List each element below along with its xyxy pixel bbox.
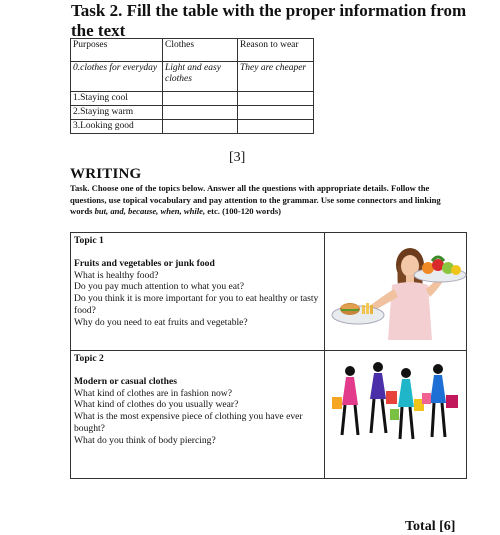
table-row-example <box>71 62 314 92</box>
topic-2-heading: Modern or casual clothes <box>74 375 177 387</box>
topic-2-cell <box>71 351 325 479</box>
topic-1-question: Do you think it is more important for you to eat healthy or tasty food? <box>74 293 319 316</box>
writing-title: WRITING <box>70 166 142 182</box>
topic-1-question: Do you pay much attention to what you eat? <box>74 281 244 293</box>
topic-1-question: Why do you need to eat fruits and vegetable? <box>74 316 248 328</box>
shopping-women-icon <box>328 353 468 471</box>
blank-clothes-cell[interactable] <box>163 106 238 120</box>
topic-row-1 <box>71 233 467 351</box>
blank-reason-cell[interactable] <box>238 106 314 120</box>
example-reason: They are cheaper <box>238 62 314 92</box>
blank-clothes-cell[interactable] <box>163 120 238 134</box>
topic-1-question: What is healthy food? <box>74 269 159 281</box>
topic-1-cell <box>71 233 325 351</box>
header-purposes: Purposes <box>71 39 163 62</box>
row-purpose: 3.Looking good <box>71 120 163 134</box>
topic-2-question: What kind of clothes do you usually wear? <box>74 399 239 411</box>
table-row <box>71 106 314 120</box>
topic-2-label: Topic 2 <box>74 353 104 364</box>
table-header-row <box>71 39 314 62</box>
topic-2-question: What is the most expensive piece of clothing you have ever bought? <box>74 411 303 434</box>
row-purpose: 1.Staying cool <box>71 92 163 106</box>
topic-1-image <box>325 233 467 351</box>
instructions-main: Task. Choose one of the topics below. Answer all the questions with appropriate details. Follow the questions, use topical vocabulary and pay attention to the grammar. Use some connectors and linking words <box>70 183 441 216</box>
row-purpose: 2.Staying warm <box>71 106 163 120</box>
blank-reason-cell[interactable] <box>238 120 314 134</box>
topic-2-image <box>325 351 467 479</box>
example-clothes: Light and easy clothes <box>163 62 238 92</box>
instructions-tail: etc. (100-120 words) <box>205 206 282 216</box>
topic-2-question: What do you think of body piercing? <box>74 434 216 446</box>
total-score: Total [6] <box>405 519 456 534</box>
blank-reason-cell[interactable] <box>238 92 314 106</box>
table-row <box>71 120 314 134</box>
header-reason: Reason to wear <box>238 39 314 62</box>
writing-instructions <box>70 183 462 218</box>
topic-2-question: What kind of clothes are in fashion now? <box>74 387 232 399</box>
score-ref: [3] <box>229 150 246 165</box>
linking-words: but, and, because, when, while, <box>94 206 206 216</box>
table-row <box>71 92 314 106</box>
topic-1-label: Topic 1 <box>74 235 104 246</box>
example-purpose: 0.clothes for everyday <box>71 62 163 92</box>
blank-clothes-cell[interactable] <box>163 92 238 106</box>
task2-title: Task 2. Fill the table with the proper information from the text <box>71 1 467 40</box>
woman-holding-food-icon <box>328 235 468 343</box>
task2-table <box>70 38 314 134</box>
topic-1-heading: Fruits and vegetables or junk food <box>74 257 215 269</box>
topic-row-2 <box>71 351 467 479</box>
header-clothes: Clothes <box>163 39 238 62</box>
topics-table <box>70 232 467 479</box>
